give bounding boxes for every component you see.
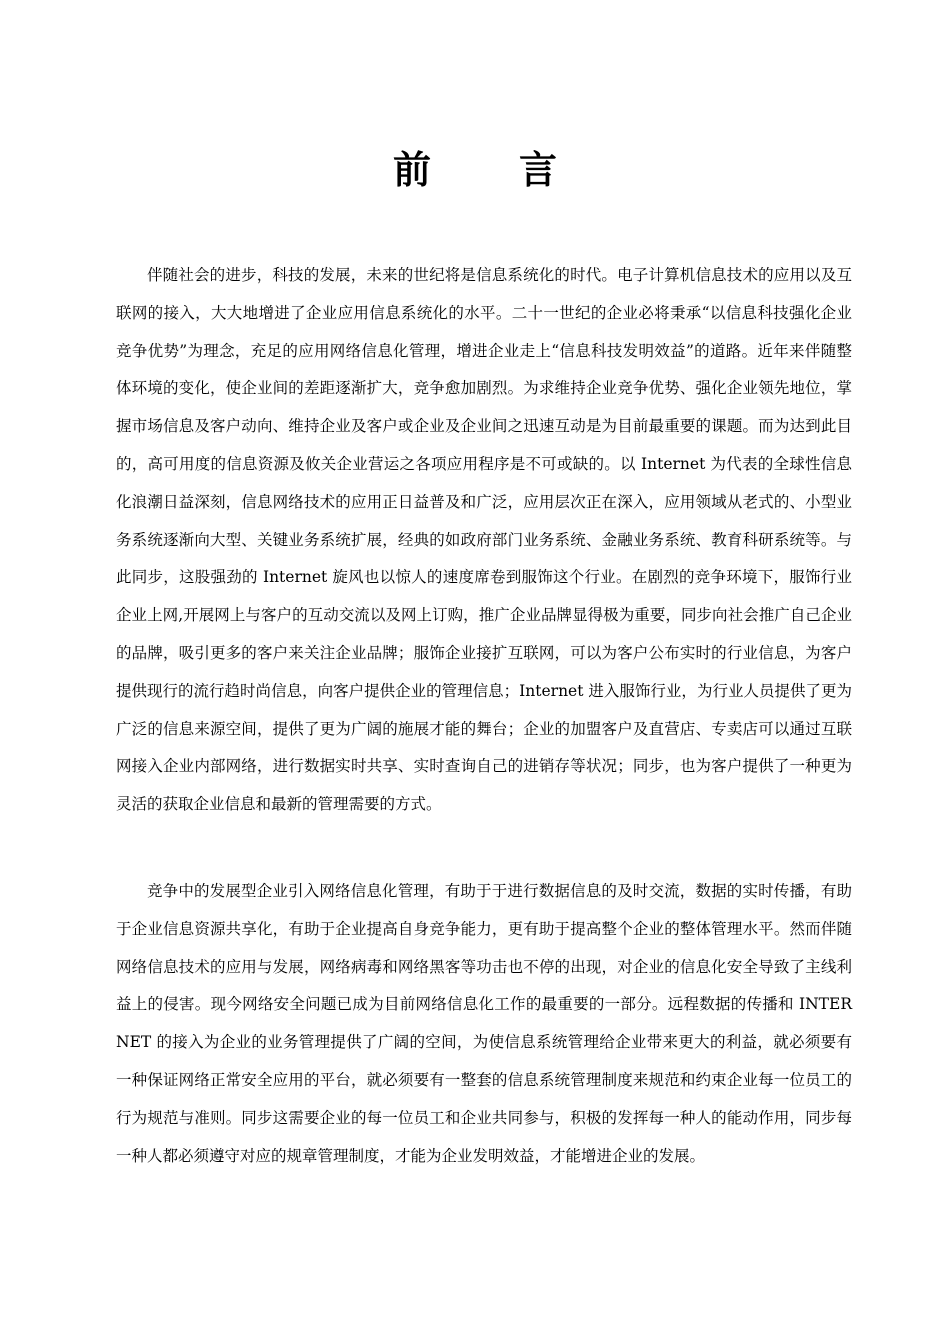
body-paragraph-2: 竞争中的发展型企业引入网络信息化管理，有助于于进行数据信息的及时交流，数据的实时传播，有助于企业信息资源共享化，有助于企业提高自身竞争能力，更有助于提高整个企业的整体管理水平。然而伴随网络信息技术的应用与发展，网络病毒和网络黑客等功击也不停的出现，对企业的信息化安全导致了主线利益上的侵害。现今网络安全问题已成为目前网络信息化工作的最重要的一部分。远程数据的传播和 INTERNET 的接入为企业的业务管理提供了广阔的空间，为使信息系统管理给企业带来更大的利益，就必须要有一种保证网络正常安全应用的平台，就必须要有一整套的信息系统管理制度来规范和约束企业每一位员工的行为规范与准则。同步这需要企业的每一位员工和企业共同参与，积极的发挥每一种人的能动作用，同步每一种人都必须遵守对应的规章管理制度，才能为企业发明效益，才能增进企业的发展。 xyxy=(116,882,852,1165)
body-paragraph-1: 伴随社会的进步，科技的发展，未来的世纪将是信息系统化的时代。电子计算机信息技术的应用以及互联网的接入，大大地增进了企业应用信息系统化的水平。二十一世纪的企业必将秉承“以信息科技强化企业竞争优势”为理念，充足的应用网络信息化管理，增进企业走上“信息科技发明效益”的道路。近年来伴随整体环境的变化，使企业间的差距逐渐扩大，竞争愈加剧烈。为求维持企业竞争优势、强化企业领先地位，掌握市场信息及客户动向、维持企业及客户或企业及企业间之迅速互动是为目前最重要的课题。而为达到此目的，高可用度的信息资源及攸关企业营运之各项应用程序是不可或缺的。以 Internet 为代表的全球性信息化浪潮日益深刻，信息网络技术的应用正日益普及和广泛，应用层次正在深入，应用领域从老式的、小型业务系统逐渐向大型、关键业务系统扩展，经典的如政府部门业务系统、金融业务系统、教育科研系统等。与此同步，这股强劲的 Internet 旋风也以惊人的速度席卷到服饰这个行业。在剧烈的竞争环境下，服饰行业企业上网,开展网上与客户的互动交流以及网上订购，推广企业品牌显得极为重要，同步向社会推广自己企业的品牌，吸引更多的客户来关注企业品牌；服饰企业接扩互联网，可以为客户公布实时的行业信息，为客户提供现行的流行趋时尚信息，向客户提供企业的管理信息；Internet 进入服饰行业，为行业人员提供了更为广泛的信息来源空间，提供了更为广阔的施展才能的舞台；企业的加盟客户及直营店、专卖店可以通过互联网接入企业内部网络，进行数据实时共享、实时查询自己的进销存等状况；同步，也为客户提供了一种更为灵活的获取企业信息和最新的管理需要的方式。 xyxy=(116,266,852,814)
page-title: 前言 xyxy=(392,148,645,192)
